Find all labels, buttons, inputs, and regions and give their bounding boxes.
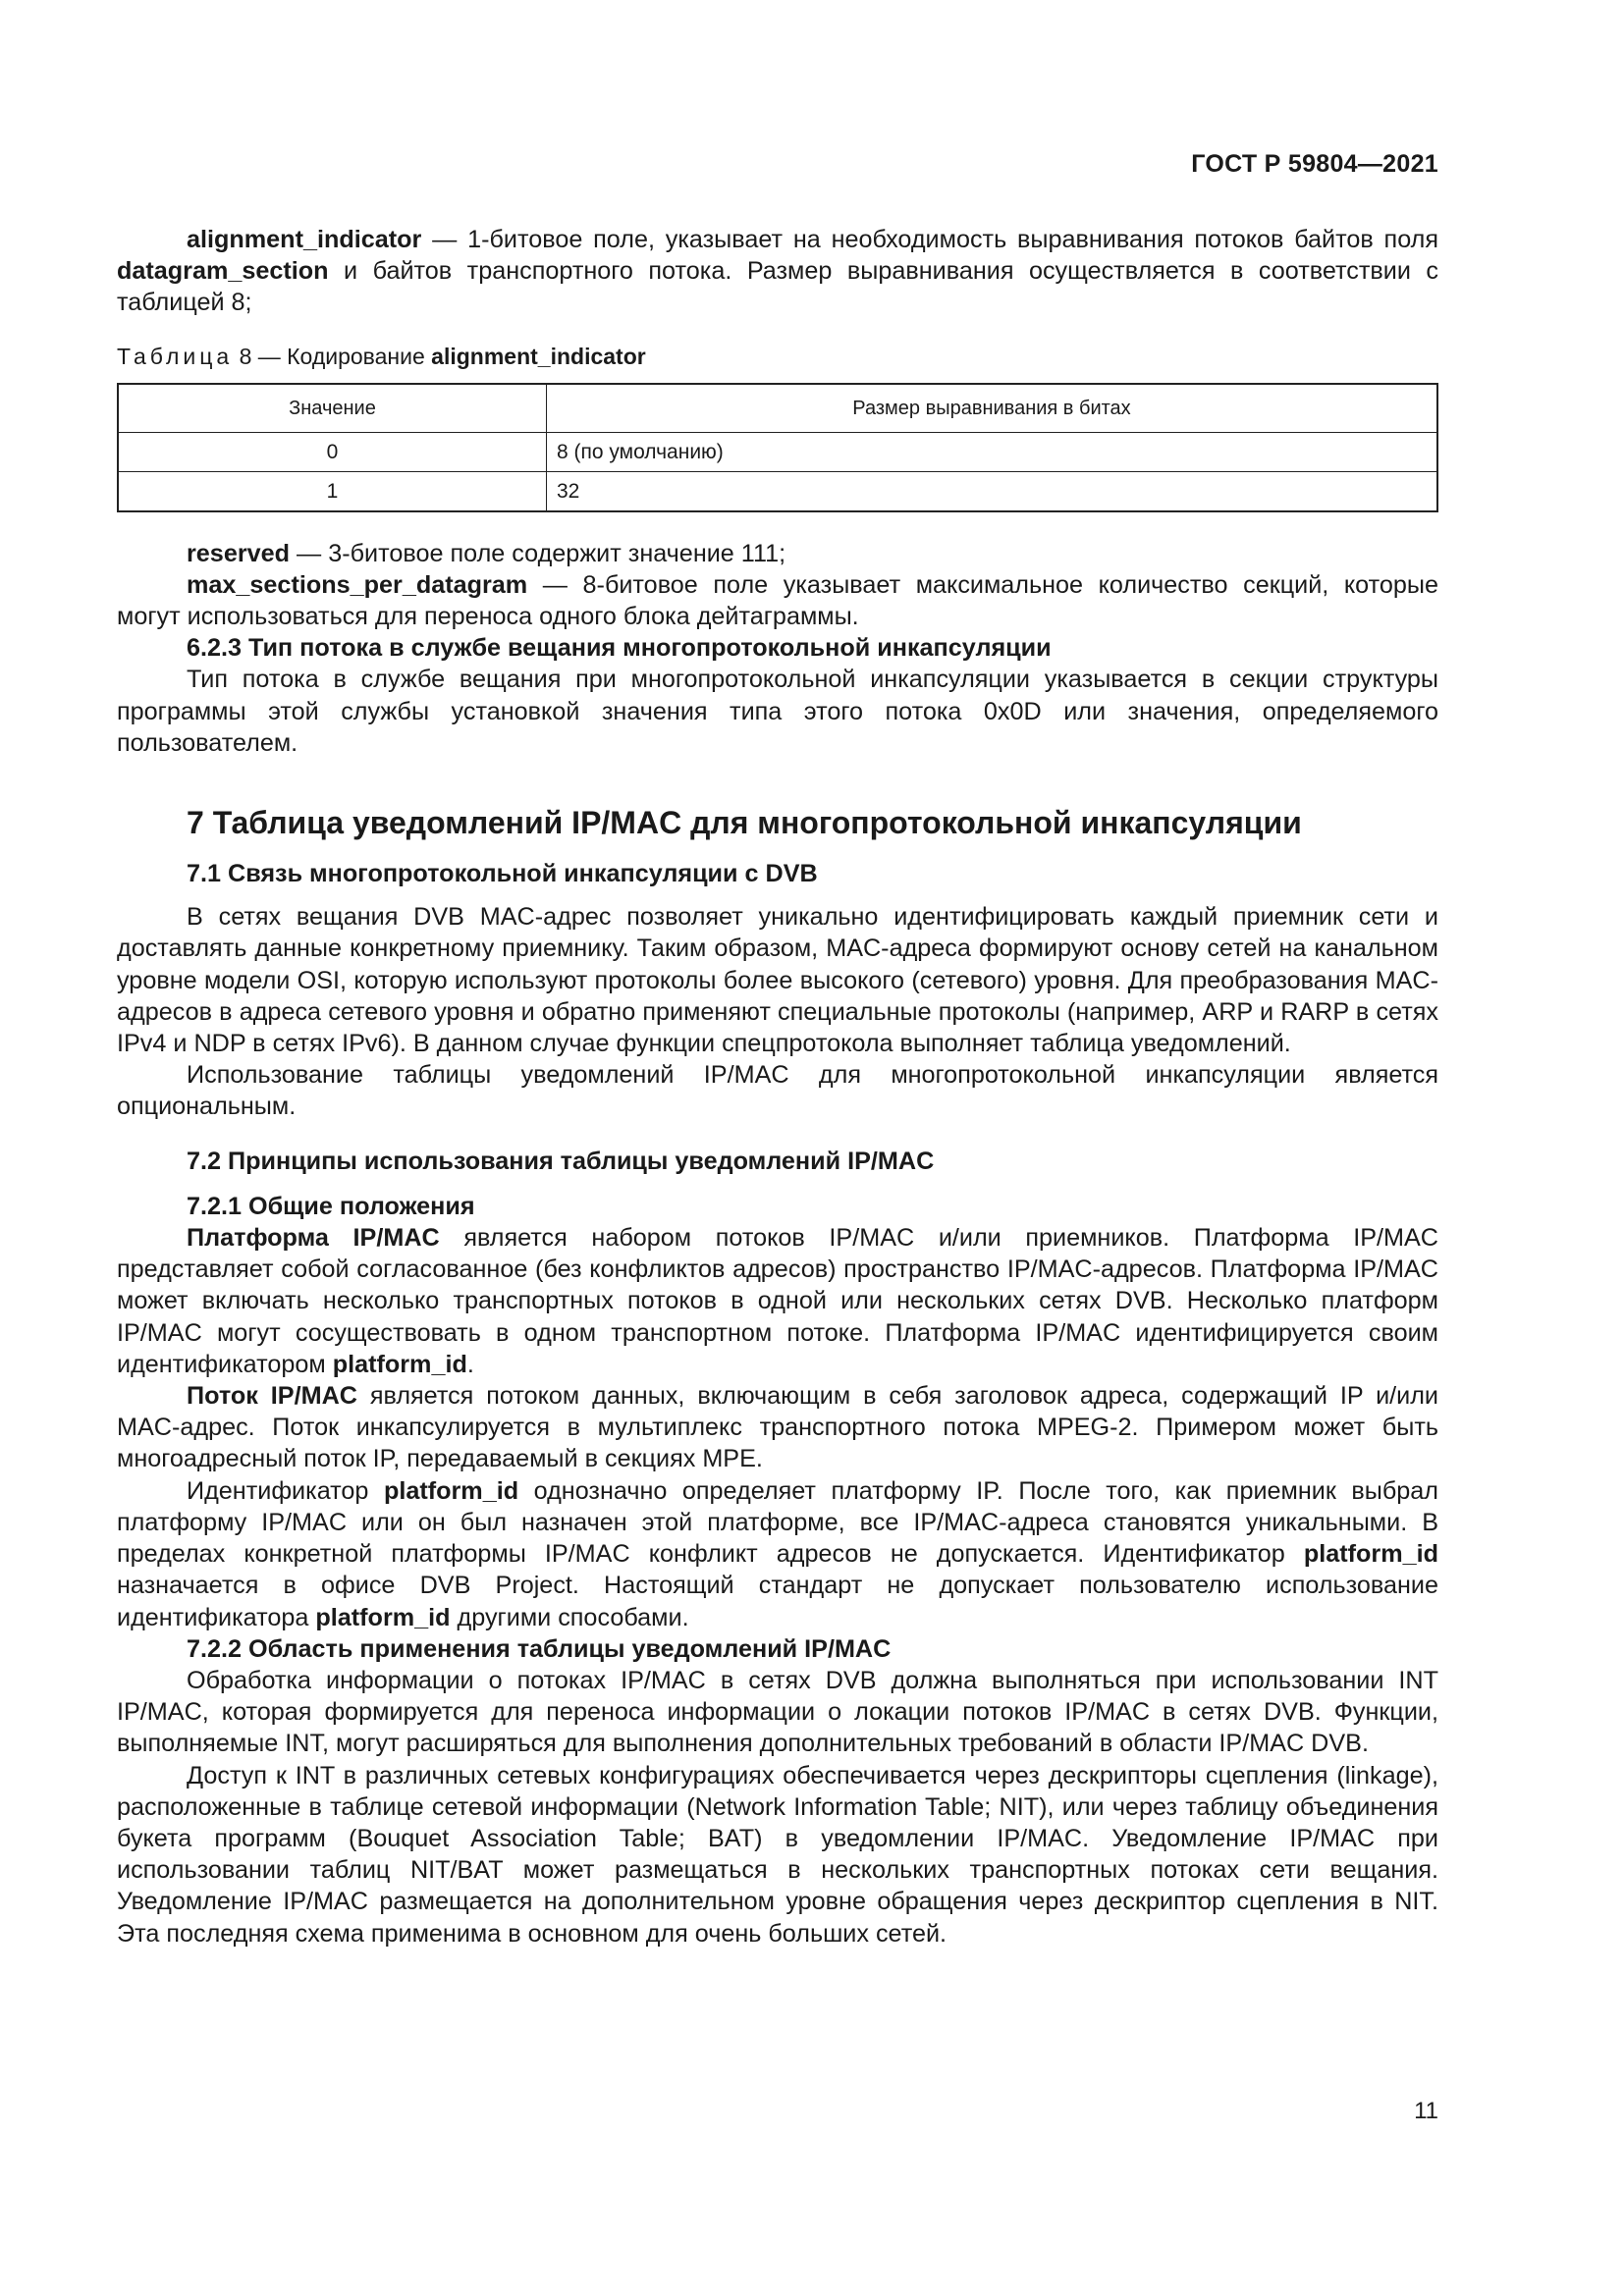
document-header: ГОСТ Р 59804—2021 <box>1191 150 1438 178</box>
paragraph-7-2-2-1: Обработка информации о потоках IP/MAC в сетях DVB должна выполняться при использовании INT IP/MAC, которая формируется для переноса информации о локации потоков IP/MAC в сетях DVB. Функции, выполняемые INT, могут расширяться для выполнения дополнительных требований в области IP/MAC DVB. <box>117 1666 1438 1758</box>
table-header-row <box>118 384 1437 433</box>
alignment-table <box>117 383 1438 512</box>
table-cell: 0 <box>118 432 547 471</box>
paragraph-7-2-1-1: Платформа IP/MAC является набором потоков IP/MAC и/или приемников. Платформа IP/MAC представляет собой согласованное (без конфликтов адресов) пространство IP/MAC-адресов. Платформа IP/MAC может включать несколько транспортных потоков в одной или нескольких сетях DVB. Несколько платформ IP/MAC могут сосуществовать в одном транспортном потоке. Платформа IP/MAC идентифицируется своим идентификатором platform_id. <box>117 1224 1438 1378</box>
paragraph-6-2-3: Тип потока в службе вещания при многопротокольной инкапсуляции указывается в секции структуры программы этой службы установкой значения типа этого потока 0x0D или значения, определяемого пользователем. <box>117 666 1438 757</box>
paragraph-7-2-1-3: Идентификатор platform_id однозначно определяет платформу IP. После того, как приемник выбрал платформу IP/MAC или он был назначен этой платформе, все IP/MAC-адреса становятся уникальными. В пределах конкретной платформы IP/MAC конфликт адресов не допускается. Идентификатор platform_id назначается в офисе DVB Project. Настоящий стандарт не допускает пользователю использование идентификатора platform_id другими способами. <box>117 1476 1438 1631</box>
table-row <box>118 432 1437 471</box>
table-caption: Таблица 8 — Кодирование alignment_indicator <box>117 343 646 369</box>
heading-6-2-3: 6.2.3 Тип потока в службе вещания многопротокольной инкапсуляции <box>187 634 1052 663</box>
paragraph-max-sections: max_sections_per_datagram — 8-битовое поле указывает максимальное количество секций, которые могут использоваться для переноса одного блока дейтаграммы. <box>117 570 1438 631</box>
paragraph-7-2-2-2: Доступ к INT в различных сетевых конфигурациях обеспечивается через дескрипторы сцепления (linkage), расположенные в таблице сетевой информации (Network Information Table; NIT), или через таблицу объединения букета программ (Bouquet Association Table; BAT) в уведомлении IP/MAC. Уведомление IP/MAC при использовании таблиц NIT/BAT может размещаться в нескольких транспортных потоках сети вещания. Уведомление IP/MAC размещается на дополнительном уровне обращения через дескриптор сцепления в NIT. Эта последняя схема применима в основном для очень больших сетей. <box>117 1761 1438 1948</box>
paragraph-7-1-1: В сетях вещания DVB MAC-адрес позволяет уникально идентифицировать каждый приемник сети и доставлять данные конкретному приемнику. Таким образом, MAC-адреса формируют основу сетей на канальном уровне модели OSI, которую используют протоколы более высокого (сетевого) уровня. Для преобразования MAC-адресов в адреса сетевого уровня и обратно применяют специальные протоколы (например, ARP и RARP в сетях IPv4 и NDP в сетях IPv6). В данном случае функции спецпротокола выполняет таблица уведомлений. <box>117 903 1438 1058</box>
body-text <box>117 224 1438 1949</box>
heading-7-2-1: 7.2.1 Общие положения <box>187 1192 475 1220</box>
heading-7-2: 7.2 Принципы использования таблицы уведомлений IP/MAC <box>187 1147 935 1175</box>
column-header: Размер выравнивания в битах <box>547 384 1438 433</box>
table-row <box>118 471 1437 511</box>
term-alignment-indicator: alignment_indicator <box>187 226 422 253</box>
page-number: 11 <box>1414 2098 1438 2124</box>
section-7-title: 7 Таблица уведомлений IP/MAC для многопротокольной инкапсуляции <box>187 805 1302 841</box>
table-cell: 1 <box>118 471 547 511</box>
heading-7-1: 7.1 Связь многопротокольной инкапсуляции с DVB <box>187 860 818 888</box>
heading-7-2-2: 7.2.2 Область применения таблицы уведомлений IP/MAC <box>187 1634 892 1663</box>
paragraph-7-2-1-2: Поток IP/MAC является потоком данных, включающим в себя заголовок адреса, содержащий IP и/или MAC-адрес. Поток инкапсулируется в мультиплекс транспортного потока MPEG-2. Примером может быть многоадресный поток IP, передаваемый в секциях MPE. <box>117 1382 1438 1473</box>
table-cell: 32 <box>547 471 1438 511</box>
term-datagram-section: datagram_section <box>117 257 329 286</box>
column-header: Значение <box>118 384 547 433</box>
paragraph-7-1-2: Использование таблицы уведомлений IP/MAC для многопротокольной инкапсуляции является опциональным. <box>117 1061 1438 1121</box>
paragraph-reserved: reserved — 3-битовое поле содержит значение 111; <box>187 539 786 567</box>
table-cell: 8 (по умолчанию) <box>547 432 1438 471</box>
paragraph-alignment-indicator: alignment_indicator — 1-битовое поле, указывает на необходимость выравнивания потоков байтов поля datagram_section и байтов транспортного потока. Размер выравнивания осуществляется в соответствии с таблицей 8; <box>117 226 1438 317</box>
